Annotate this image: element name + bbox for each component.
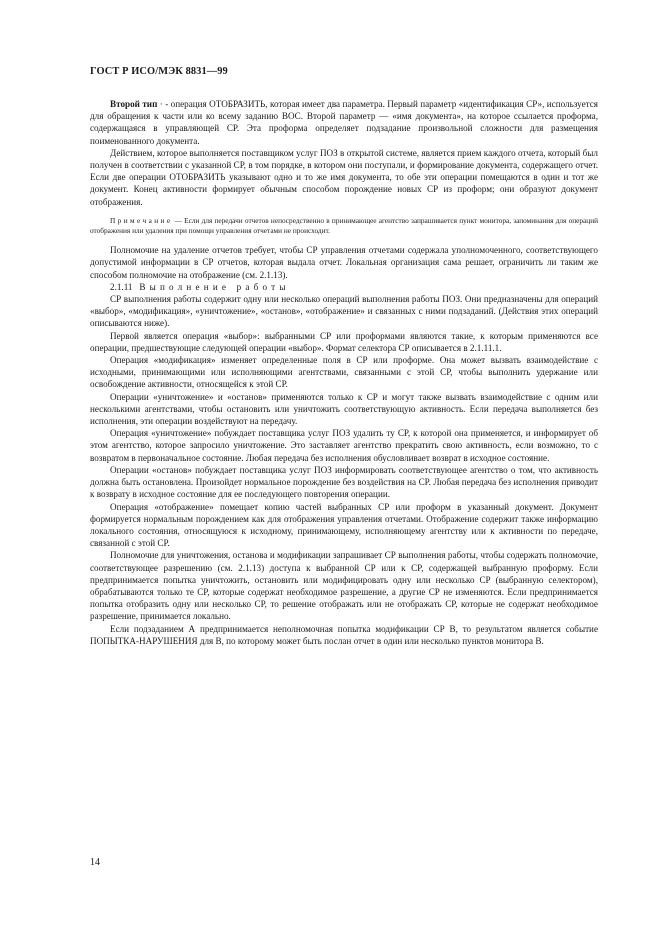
paragraph: Действием, которое выполняется поставщиком услуг ПОЗ в открытой системе, является прием каждого отчета, который был получен в соответствии с указанной СР, в том порядке, в котором они поступали, и формирование документа, содержащего отчет. Если две операции ОТОБРАЗИТЬ указывают одно и то же имя документа, то обе эти операции помещаются в один и тот же документ. Конец активности формирует обычным способом порождение новых СР из проформ; они образуют документ отображения. [90,147,598,207]
paragraph: Операции «останов» побуждает поставщика услуг ПОЗ информировать соответствующее агентство о том, что активность должна быть остановлена. Произойдет нормальное порождение без воздействия на СР. Любая передача без исполнения приводит к возврату в исходное состояние для ее последующего повторения операции. [90,464,598,500]
page-number: 14 [90,857,100,868]
document-header: ГОСТ Р ИСО/МЭК 8831—99 [90,66,228,77]
paragraph: Если подзаданием А предпринимается неполномочная попытка модификации СР В, то результатом является событие ПОПЫТКА-НАРУШЕНИЯ для В, по которому может быть послан отчет в один или несколько пунктов монитора В. [90,623,598,646]
paragraph [90,98,598,147]
note-label: Примечание [110,215,173,225]
document-body [90,98,598,647]
paragraph: Операция «отображение» помещает копию частей выбранных СР или проформ в указанный документ. Документ формируется нормальным порождением как для отображения управления отчетами. Отображение содержит также информацию локального состояния, относящуюся к исходному, принимающему, исполняющему агентству или к активности по передаче, связанной с этой СР. [90,501,598,549]
paragraph: Первой является операция «выбор»: выбранными СР или проформами являются такие, к которым применяются все операции, предшествующие следующей операции «выбор». Формат селектора СР описывается в 2.1.11.1. [90,330,598,353]
paragraph: Операция «модификация» изменяет определенные поля в СР или проформе. Она может вызвать взаимодействие с исходными, принимающими или исполняющими агентствами, связанными с этой СР, чтобы выполнить удержание или освобождение активности, относящейся к этой СР. [90,355,598,390]
dash: · - [157,99,171,109]
paragraph: Операция «уничтожение» побуждает поставщика услуг ПОЗ удалить ту СР, к которой она применяется, и информирует об этом агентство, которое запросило уничтожение. Это заставляет агентство прекратить свою активность, если возможно, то с возвратом в первоначальное состояние. Любая передача без исполнения обусловливает возврат в исходное состояние. [90,428,598,463]
note-text: — Если для передачи отчетов непосредственно в принимающее агентство запрашивается пункт монитора, запоминания для операций отображения или удаления при помощи управления отчетами не происходит. [90,215,598,236]
note [90,216,598,236]
section-title: Выполнение работы [139,281,290,292]
term-bold: Второй тип [110,99,158,109]
paragraph: Полномочие на удаление отчетов требует, чтобы СР управления отчетами содержала уполномоченного, соответствующего допустимой информации в СР отчетов, которая выдала отчет. Локальная организация сама решает, ограничить ли таким же способом полномочие на отображение (см. 2.1.13). [90,245,598,280]
section-number: 2.1.11 [110,281,133,292]
paragraph-text: операция ОТОБРАЗИТЬ, которая имеет два параметра. Первый параметр «идентификация СР», используется для обращения к части или ко всему заданию ВОС. Второй параметр — «имя документа», на которое ссылается проформа, содержащаяся в управляющей СР. Эта проформа определяет подзадание произвольной сложности для размещения поименованного документа. [90,99,599,146]
paragraph: СР выполнения работы содержит одну или несколько операций выполнения работы ПОЗ. Они предназначены для операций «выбор», «модификация», «уничтожение», «останов», «отображение» и связанных с ними подзаданий. (Действия этих операций описываются ниже). [90,294,598,329]
paragraph: Операции «уничтожение» и «останов» применяются только к СР и могут также вызвать взаимодействие с одним или несколькими агентствами, чтобы остановить или уничтожить соответствующую активность. Если передача выполняется без исполнения, эти операции воздействуют на передачу. [90,391,598,427]
section-heading [90,281,598,293]
paragraph: Полномочие для уничтожения, останова и модификации запрашивает СР выполнения работы, чтобы содержать полномочие, соответствующее разрешению (см. 2.1.13) доступа к выбранной СР или к СР, содержащей выбранную проформу. Если предпринимается попытка уничтожить, остановить или модифицировать одну или несколько СР (выбранную селектором), обрабатываются только те СР, которые содержат необходимое разрешение, а другие СР не изменяются. Если предпринимается попытка отобразить одну или несколько СР, то решение отображать или не отображать СР, которые не содержат необходимое разрешение, принимается локально. [90,550,598,622]
